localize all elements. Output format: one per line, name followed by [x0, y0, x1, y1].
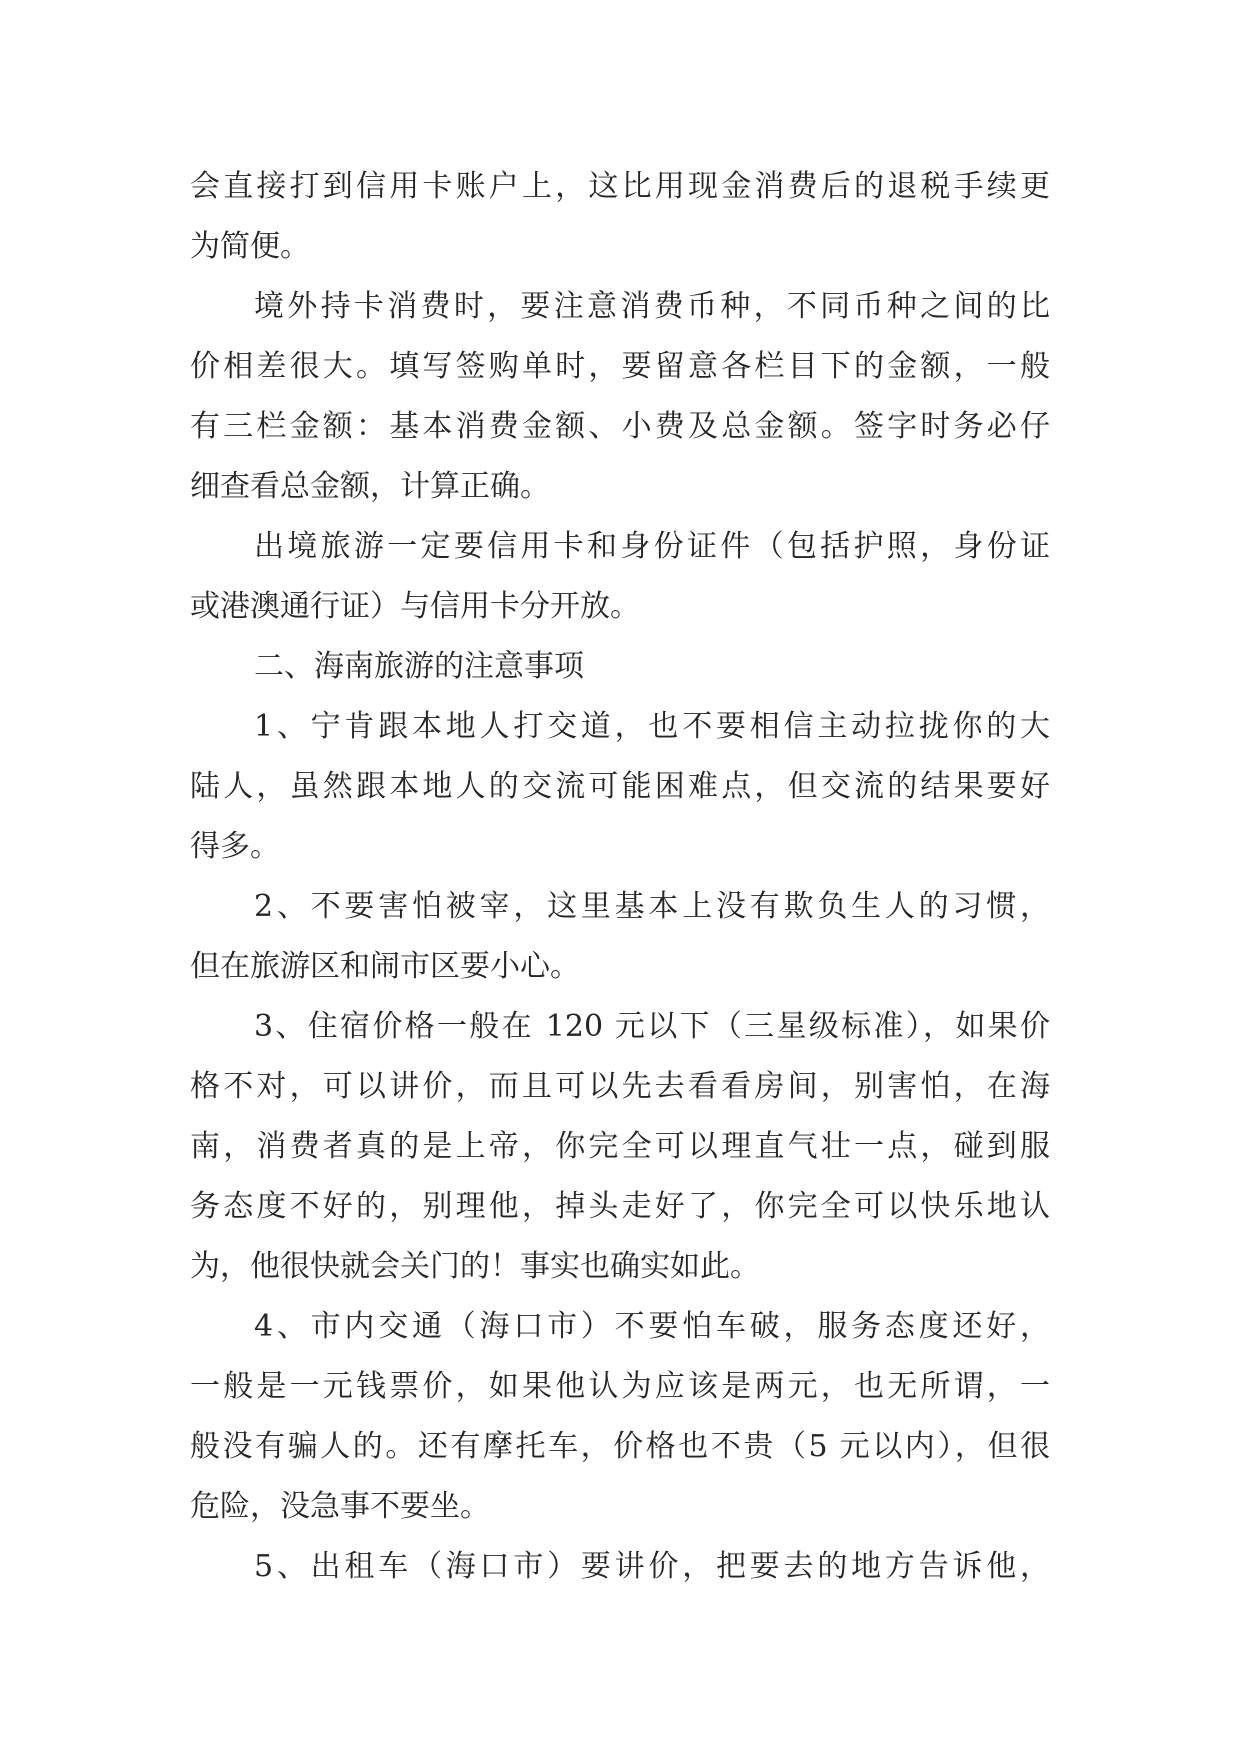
- text-line: 般没有骗人的。还有摩托车，价格也不贵（5 元以内），但很: [190, 1429, 1050, 1464]
- text-line: 得多。: [190, 829, 280, 864]
- text-line: 或港澳通行证）与信用卡分开放。: [190, 589, 640, 624]
- text-line: 但在旅游区和闹市区要小心。: [190, 949, 580, 984]
- text-line: 格不对，可以讲价，而且可以先去看看房间，别害怕，在海: [190, 1069, 1050, 1104]
- text-line: 境外持卡消费时，要注意消费币种，不同币种之间的比: [254, 289, 1050, 324]
- text-line: 5、出租车（海口市）要讲价，把要去的地方告诉他，: [254, 1549, 1050, 1584]
- text-line: 价相差很大。填写签购单时，要留意各栏目下的金额，一般: [190, 349, 1050, 384]
- text-line: 3、住宿价格一般在 120 元以下（三星级标准），如果价: [254, 1009, 1050, 1044]
- text-line: 南，消费者真的是上帝，你完全可以理直气壮一点，碰到服: [190, 1129, 1050, 1164]
- text-line: 出境旅游一定要信用卡和身份证件（包括护照，身份证: [254, 529, 1050, 564]
- text-line: 为简便。: [190, 229, 310, 264]
- text-line: 务态度不好的，别理他，掉头走好了，你完全可以快乐地认: [190, 1189, 1050, 1224]
- text-line: 陆人，虽然跟本地人的交流可能困难点，但交流的结果要好: [190, 769, 1050, 804]
- text-line: 一般是一元钱票价，如果他认为应该是两元，也无所谓，一: [190, 1369, 1050, 1404]
- text-line: 有三栏金额：基本消费金额、小费及总金额。签字时务必仔: [190, 409, 1050, 444]
- text-line: 细查看总金额，计算正确。: [190, 469, 550, 504]
- text-line: 4、市内交通（海口市）不要怕车破，服务态度还好，: [254, 1309, 1050, 1344]
- text-line: 2、不要害怕被宰，这里基本上没有欺负生人的习惯，: [254, 889, 1050, 924]
- text-line: 1、宁肯跟本地人打交道，也不要相信主动拉拢你的大: [254, 709, 1050, 744]
- section-heading: 二、海南旅游的注意事项: [254, 649, 584, 684]
- text-line: 会直接打到信用卡账户上，这比用现金消费后的退税手续更: [190, 169, 1050, 204]
- text-line: 危险，没急事不要坐。: [190, 1489, 490, 1524]
- text-line: 为，他很快就会关门的！事实也确实如此。: [190, 1249, 760, 1284]
